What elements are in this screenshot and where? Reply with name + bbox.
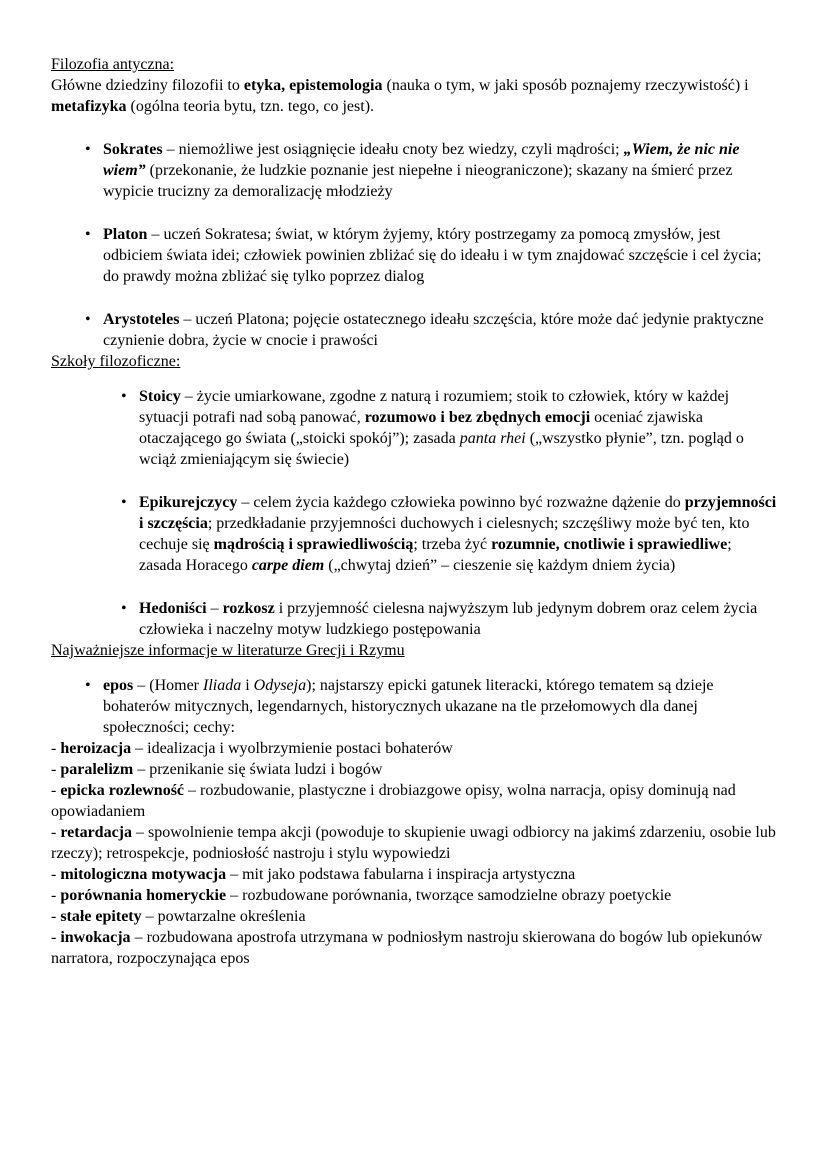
bullet-stoicy [121, 386, 777, 470]
feature-stale-epitety [51, 906, 777, 927]
text-segment: - [51, 824, 61, 841]
text-segment: Hedoniści [139, 600, 207, 617]
text-segment: – przenikanie się świata ludzi i bogów [133, 761, 383, 778]
text-segment: – [206, 600, 223, 617]
text-segment: (ogólna teoria bytu, tzn. tego, co jest). [126, 98, 375, 115]
bullet-marker-icon: • [121, 600, 127, 617]
bullet-marker-icon: • [85, 311, 91, 328]
feature-mitologiczna-motywacja [51, 864, 777, 885]
bullet-body [103, 309, 777, 351]
text-segment: (przekonanie, że ludzkie poznanie jest niepełne i nieograniczone); skazany na śmierć przez wypicie trucizny za demoralizację młodzieży [103, 162, 733, 200]
text-segment: ; zasada Horacego [139, 536, 732, 574]
bullet-marker-icon: • [85, 141, 91, 158]
text-segment: - [51, 929, 61, 946]
feature-heroizacja [51, 738, 777, 759]
text-segment: („chwytaj dzień” – cieszenie się każdym dniem życia) [324, 557, 676, 574]
document-content [51, 54, 777, 969]
text-segment: oceniać zjawiska otaczającego go świata („stoicki spokój”); zasada [139, 409, 703, 447]
text-segment: ); najstarszy epicki gatunek literacki, którego tematem są dzieje bohaterów mitycznych, legendarnych, historycznych ukazane na tle przełomowych dla danej społeczności; cechy: [103, 677, 714, 736]
text-segment: ; trzeba żyć [413, 536, 492, 553]
text-segment: - [51, 782, 61, 799]
text-segment: Iliada [203, 677, 242, 694]
text-segment: Platon [103, 226, 148, 243]
bullet-marker-icon: • [85, 226, 91, 243]
text-segment: Odyseja [253, 677, 307, 694]
text-segment: heroizacja [60, 740, 132, 757]
text-segment: – niemożliwe jest osiągnięcie ideału cnoty bez wiedzy, czyli mądrości; [162, 141, 624, 158]
heading-najwazniejsze-informacje [51, 640, 777, 661]
text-segment: - [51, 887, 61, 904]
text-segment: mądrością i sprawiedliwością [213, 536, 414, 553]
text-segment: – (Homer [133, 677, 203, 694]
text-segment: carpe diem [251, 557, 325, 574]
text-segment: - [51, 740, 61, 757]
feature-retardacja [51, 822, 777, 864]
heading-filozofia-antyczna [51, 54, 777, 75]
text-segment: rozumnie, cnotliwie i sprawiedliwe [491, 536, 728, 553]
text-segment: Filozofia antyczna: [51, 56, 175, 73]
bullet-body [139, 492, 777, 576]
text-segment: – rozbudowana apostrofa utrzymana w podniosłym nastroju skierowana do bogów lub opiekunów narratora, rozpoczynająca epos [51, 929, 763, 967]
text-segment: ; przedkładanie przyjemności duchowych i cielesnych; szczęśliwy może być ten, kto cechuje się [139, 515, 750, 553]
bullet-marker-icon: • [85, 677, 91, 694]
text-segment: etyka, epistemologia [243, 77, 383, 94]
bullet-body [139, 598, 777, 640]
text-segment: stałe epitety [60, 908, 142, 925]
text-segment: rozumowo i bez zbędnych emocji [364, 409, 591, 426]
bullet-marker-icon: • [121, 494, 127, 511]
text-segment: – uczeń Platona; pojęcie ostatecznego ideału szczęścia, które może dać jedynie praktyczne czynienie dobra, życie w cnocie i prawości [103, 311, 764, 349]
bullet-marker-icon: • [121, 388, 127, 405]
bullet-body [103, 139, 777, 202]
text-segment: epos [103, 677, 134, 694]
text-segment: panta rhei [459, 430, 526, 447]
text-segment: Arystoteles [103, 311, 180, 328]
text-segment: Najważniejsze informacje w literaturze Grecji i Rzymu [51, 642, 405, 659]
text-segment: Główne dziedziny filozofii to [51, 77, 244, 94]
text-segment: („wszystko płynie”, tzn. pogląd o wciąż zmieniającym się świecie) [139, 430, 744, 468]
text-segment: – spowolnienie tempa akcji (powoduje to skupienie uwagi odbiorcy na jakimś zdarzeniu, osobie lub rzeczy); retrospekcje, podniosłość nastroju i stylu wypowiedzi [51, 824, 776, 862]
bullet-epos [85, 675, 777, 738]
bullet-body [139, 386, 777, 470]
text-segment: (nauka o tym, w jaki sposób poznajemy rzeczywistość) i [382, 77, 749, 94]
text-segment: – rozbudowane porównania, tworzące samodzielne obrazy poetyckie [226, 887, 672, 904]
text-segment: rozkosz [222, 600, 275, 617]
feature-porownania-homeryckie [51, 885, 777, 906]
text-segment: epicka rozlewność [60, 782, 185, 799]
intro-paragraph [51, 75, 777, 117]
text-segment: Epikurejczycy [139, 494, 238, 511]
text-segment: „Wiem, że nic nie wiem” [103, 141, 740, 179]
heading-szkoly-filozoficzne [51, 351, 777, 372]
text-segment: paralelizm [60, 761, 134, 778]
text-segment: Szkoły filozoficzne: [51, 353, 181, 370]
bullet-epikurejczycy [121, 492, 777, 576]
text-segment: - [51, 866, 61, 883]
text-segment: – celem życia każdego człowieka powinno być rozważne dążenie do [237, 494, 685, 511]
text-segment: metafizyka [51, 98, 127, 115]
text-segment: mitologiczna motywacja [60, 866, 227, 883]
text-segment: inwokacja [60, 929, 131, 946]
text-segment: – uczeń Sokratesa; świat, w którym żyjemy, który postrzegamy za pomocą zmysłów, jest odbiciem świata idei; człowiek powinien zbliżać się do ideału i w tym znajdować szczęście i cel życia; do prawdy można zbliżać się tylko poprzez dialog [103, 226, 762, 285]
text-segment: – idealizacja i wyolbrzymienie postaci bohaterów [131, 740, 453, 757]
text-segment: - [51, 908, 61, 925]
text-segment: – powtarzalne określenia [141, 908, 306, 925]
bullet-platon [85, 224, 777, 287]
bullet-arystoteles [85, 309, 777, 351]
text-segment: przyjemności i szczęścia [139, 494, 777, 532]
feature-paralelizm [51, 759, 777, 780]
text-segment: Stoicy [139, 388, 181, 405]
text-segment: – mit jako podstawa fabularna i inspiracja artystyczna [226, 866, 576, 883]
feature-epicka-rozlewnosc [51, 780, 777, 822]
text-segment: – życie umiarkowane, zgodne z naturą i rozumiem; stoik to człowiek, który w każdej sytuacji potrafi nad sobą panować, [139, 388, 730, 426]
bullet-body [103, 224, 777, 287]
text-segment: – rozbudowanie, plastyczne i drobiazgowe opisy, wolna narracja, opisy dominują nad opowiadaniem [51, 782, 736, 820]
bullet-hedonisci [121, 598, 777, 640]
text-segment: - [51, 761, 61, 778]
feature-inwokacja [51, 927, 777, 969]
text-segment: i [241, 677, 254, 694]
text-segment: porównania homeryckie [60, 887, 227, 904]
bullet-body [103, 675, 777, 738]
text-segment: i przyjemność cielesna najwyższym lub jedynym dobrem oraz celem życia człowieka i naczelny motyw ludzkiego postępowania [139, 600, 758, 638]
text-segment: retardacja [60, 824, 132, 841]
text-segment: Sokrates [103, 141, 163, 158]
bullet-sokrates [85, 139, 777, 202]
